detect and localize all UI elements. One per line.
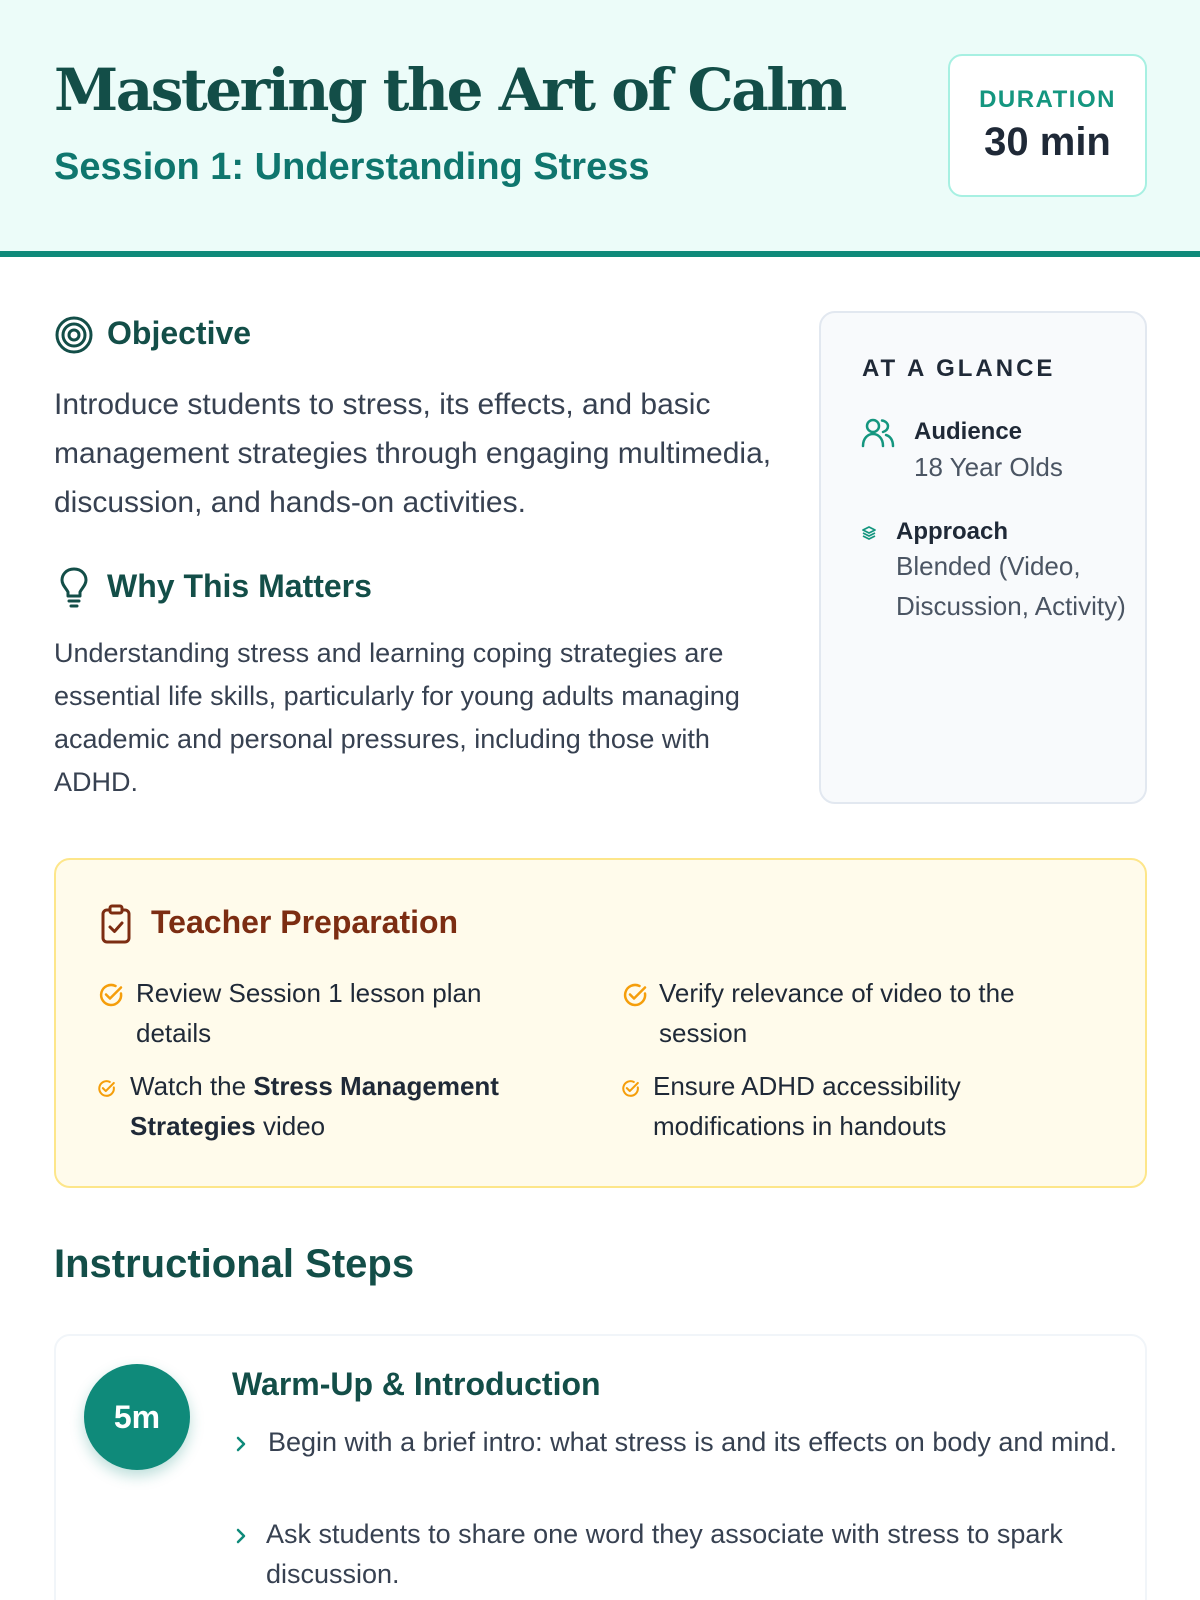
prep-item: Ensure ADHD accessibility modifications in handouts [653,1071,961,1141]
duration-card [948,54,1147,197]
objective-text: Introduce students to stress, its effects, and basic management strategies through engaging multimedia, discussion, and hands-on activities. [54,388,772,519]
prep-item: Review Session 1 lesson plan details [136,978,482,1048]
audience-label: Audience [914,418,1023,445]
check-circle-icon [98,982,124,1008]
duration-label: DURATION [979,86,1116,113]
prep-item: Verify relevance of video to the session [659,978,1015,1048]
page-title: Mastering the Art of Calm [54,56,845,124]
approach-label: Approach [896,518,1009,545]
check-circle-icon [621,1079,640,1098]
check-circle-icon [622,982,648,1008]
check-circle-icon [97,1079,116,1098]
prep-item [130,1066,570,1146]
why-heading: Why This Matters [107,568,372,604]
prep-item-text: Watch the [130,1071,254,1101]
objective-heading: Objective [107,315,252,351]
at-a-glance-card [819,311,1147,804]
prep-title: Teacher Preparation [151,904,459,940]
target-icon [54,315,94,355]
step-point: Ask students to share one word they associate with stress to spark discussion. [266,1519,1063,1589]
lightbulb-icon [58,566,90,608]
prep-item-text: video [255,1111,326,1141]
step-point: Begin with a brief intro: what stress is and its effects on body and mind. [268,1427,1117,1457]
prep-item-video-title: Stress Management Strategies [130,1071,499,1141]
step-title: Warm-Up & Introduction [232,1366,601,1402]
why-text: Understanding stress and learning coping strategies are essential life skills, particularly for young adults managing academic and personal pressures, including those with ADHD. [54,638,740,797]
instructional-steps-heading: Instructional Steps [54,1242,415,1286]
chevron-right-icon [234,1526,248,1546]
layers-icon [861,525,877,541]
approach-value: Blended (Video, Discussion, Activity) [896,551,1126,621]
chevron-right-icon [234,1434,248,1454]
audience-value: 18 Year Olds [914,452,1063,482]
duration-value: 30 min [984,120,1111,164]
users-icon [861,417,895,449]
teacher-preparation-card [54,858,1147,1188]
session-subtitle: Session 1: Understanding Stress [54,146,650,188]
glance-title: AT A GLANCE [862,355,1056,382]
page-header [0,0,1200,257]
step-duration-badge: 5m [84,1364,190,1470]
step-card [54,1334,1147,1600]
clipboard-check-icon [100,904,132,944]
